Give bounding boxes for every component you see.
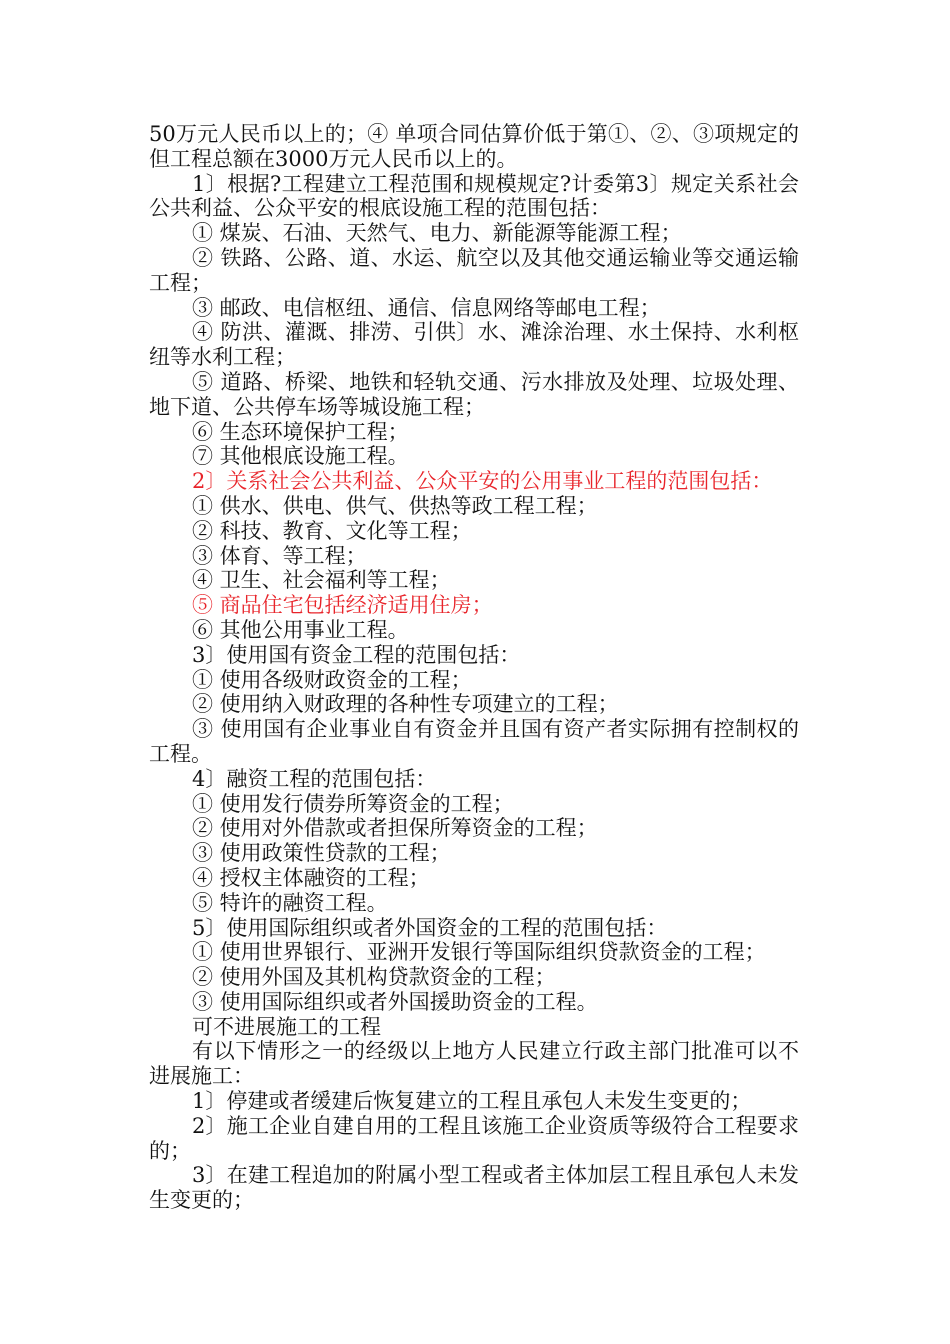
list-item-foreign-government-loans: ② 使用外国及其机构贷款资金的工程；: [192, 965, 556, 990]
list-item-resumed-projects: 1〕停建或者缓建后恢复建立的工程且承包人未发生变更的；: [192, 1089, 752, 1114]
list-item-science-education: ② 科技、教育、文化等工程；: [192, 518, 472, 543]
list-item-additional-projects: 3〕在建工程追加的附属小型工程或者主体加层工程且承包人未发生变更的；: [149, 1163, 799, 1213]
list-item-bonds: ① 使用发行债券所筹资金的工程；: [192, 791, 514, 816]
heading-international-funds-scope: 5〕使用国际组织或者外国资金的工程的范围包括：: [192, 915, 668, 940]
list-item-special-funds: ② 使用纳入财政理的各种性专项建立的工程；: [192, 692, 619, 717]
list-item-health-welfare: ④ 卫生、社会福利等工程；: [192, 568, 451, 593]
list-item-sports: ③ 体育、等工程；: [192, 543, 367, 568]
list-item-other-utilities: ⑥ 其他公用事业工程。: [192, 617, 409, 642]
list-item-utilities: ① 供水、供电、供气、供热等政工程工程；: [192, 493, 598, 518]
list-item-water-conservancy: ④ 防洪、灌溉、排涝、引供〕水、滩涂治理、水土保持、水利枢纽等水利工程；: [149, 320, 799, 370]
list-item-other-infrastructure: ⑦ 其他根底设施工程。: [192, 444, 409, 469]
list-item-world-bank: ① 使用世界银行、亚洲开发银行等国际组织贷款资金的工程；: [192, 940, 766, 965]
list-item-fiscal-funds: ① 使用各级财政资金的工程；: [192, 667, 472, 692]
list-item-foreign-aid: ③ 使用国际组织或者外国援助资金的工程。: [192, 989, 598, 1014]
heading-financing-scope: 4〕融资工程的范围包括：: [192, 766, 437, 791]
list-item-foreign-loans: ② 使用对外借款或者担保所筹资金的工程；: [192, 816, 598, 841]
list-item-state-enterprise-funds: ③ 使用国有企业事业自有资金并且国有资产者实际拥有控制权的工程。: [149, 717, 799, 766]
list-item-housing: ⑤ 商品住宅包括经济适用住房；: [192, 593, 493, 618]
list-item-self-built-projects: 2〕施工企业自建自用的工程且该施工企业资质等级符合工程要求的；: [149, 1113, 799, 1163]
heading-state-funds-scope: 3〕使用国有资金工程的范围包括：: [192, 642, 521, 667]
paragraph-infrastructure-scope: 1〕根据?工程建立工程范围和规模规定?计委第3〕规定关系社会公共利益、公众平安的根底设施工程的范围包括：: [149, 171, 799, 221]
list-item-franchise-financing: ⑤ 特许的融资工程。: [192, 890, 388, 915]
list-item-telecom: ③ 邮政、电信枢纽、通信、信息网络等邮电工程；: [192, 295, 661, 320]
heading-exempt-projects: 可不进展施工的工程: [192, 1014, 381, 1039]
heading-public-utility-scope: 2〕关系社会公共利益、公众平安的公用事业工程的范围包括：: [192, 469, 773, 494]
list-item-authorized-financing: ④ 授权主体融资的工程；: [192, 865, 430, 890]
list-item-transport: ② 铁路、公路、道、水运、航空以及其他交通运输业等交通运输工程；: [149, 245, 799, 295]
list-item-urban-facilities: ⑤ 道路、桥梁、地铁和轻轨交通、污水排放及处理、垃圾处理、地下道、公共停车场等城设施工程；: [149, 369, 799, 419]
document-page: [149, 122, 799, 1213]
list-item-energy: ① 煤炭、石油、天然气、电力、新能源等能源工程；: [192, 221, 682, 246]
paragraph-continuation: 50万元人民币以上的；④ 单项合同估算价低于第①、②、③项规定的但工程总额在3000万元人民币以上的。: [149, 122, 799, 171]
paragraph-exemption-conditions: 有以下情形之一的经级以上地方人民建立行政主部门批准可以不进展施工：: [149, 1039, 799, 1089]
list-item-policy-loans: ③ 使用政策性贷款的工程；: [192, 841, 451, 866]
list-item-ecology: ⑥ 生态环境保护工程；: [192, 419, 409, 444]
